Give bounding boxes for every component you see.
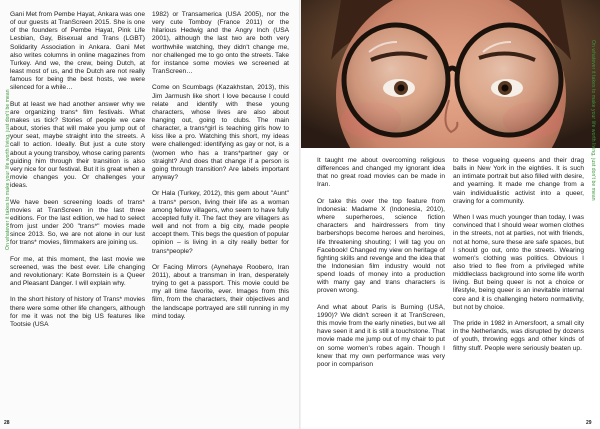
paragraph: Or Facing Mirrors (Aynehaye Roobero, Iran 2011), about a transman in Iran, desperately trying to get a passport. This movie could be my all time favorite, ever. Images from this film, from the characters, their objectives and the landscape portrayed are still running in my mind today. xyxy=(152,263,289,320)
paragraph: Gani Met from Pembe Hayat, Ankara was one of our guests at TranScreen 2015. She is one of the founders of Pembe Hayat, Pink Life Lesbian, Gay, Bisexual and Trans (LGBT) Solidarity Association in Ankara. Gani Met also writes columns in online magazines from Turkey. And we, the crew, being Dutch, at least most of us, and the Dutch are not really famous for being the best hosts, we were silenced for a while… xyxy=(10,11,145,92)
paragraph: to these vogueing queens and their drag balls in New York in the eighties. It is such an intimate portrait but also filled with desire, and yearning. It made me change from a vain individualistic activist into a queer, craving for a community. xyxy=(453,157,584,205)
paragraph: 1982) or Transamerica (USA 2005), nor the very cute Tomboy (France 2011) or the hilarious Hedwig and the Angry Inch (USA 2001), although the last two are both very worthwhile watching, they didn't change me, nor challenged me to go onto the streets. Take for instance some movies we screened at TranScreen… xyxy=(152,11,289,76)
paragraph: Or take this over the top feature from Indonesia: Madame X (Indonesia, 2010), where superheroes, science fiction characters and hairdressers from tiny barbershops become heroes and heroines, life threatening shouting; I will tag you on Facebook! Changed my view on heritage of fighting skills and revenge and the idea that the Indonesian film industry would not spend loads of money into a production with many gay and trans characters is proven wrong. xyxy=(317,197,445,295)
side-running-text-right: On whatever it takes to make your life worth living, just don't be mean xyxy=(590,40,596,201)
woman-with-large-round-glasses-photo xyxy=(301,0,600,148)
paragraph: In the short history of history of Trans* movies there were some other life changers, although for me it was not the big US features like Tootsie (USA xyxy=(10,296,145,328)
paragraph: We have been screening loads of trans* movies at TranScreen in the last three editions. For the last edition, we had to select from just under 200 "trans*" movies made since 2013. So, we are not alone in our lust for trans* movies, filmmakers are joining us. xyxy=(10,198,145,247)
side-running-text-left: On whatever it takes to make your life worth living, just don't be mean xyxy=(5,89,11,250)
paragraph: And what about Paris is Burning (USA, 1990)? We didn't screen it at TranScreen, this movie from the early nineties, but we all have seen it and it is still a touchstone. That movie made me jump out of my chair to put on some women's robes again. Though I knew that my own performance was very poor in comparison xyxy=(317,303,445,368)
right-page-column-2 xyxy=(453,157,584,353)
paragraph: When I was much younger than today, I was convinced that I should wear women clothes in the streets, not at parties, not with friends, not at home, sure these are safe spaces, but I should go out, onto the streets. Wearing women's clothing was politics. Obvious I also tried to flee from a privileged white middleclass background into some life worth living. But being queer is not a choice or lifestyle, being queer is an inevitable internal core and it is challenging hetero normativity, but not by choice. xyxy=(453,214,584,311)
paragraph: The pride in 1982 in Amersfoort, a small city in the Netherlands, was disrupted by dozens of youth, throwing eggs and other kinds of filthy stuff. People were seriously beaten up. xyxy=(453,320,584,352)
right-page-column-1 xyxy=(317,157,445,369)
left-page-column-2 xyxy=(152,11,289,321)
paragraph: Come on Scumbags (Kazakhstan, 2013), this Jim Jarmush like short I love because I could relate and identify with these young characters, whose lives are also about hanging out, going to clubs. The main character, a trans*girl is teaching girls how to kiss like a pro. Watching this short, my ideas were challenged: identifying as gay or not, is a (women who has a trans*partner gay or straight? And does that change if a person is going through transition? Are labels important anyway? xyxy=(152,84,289,182)
paragraph: But at least we had another answer why we are organizing trans* film festivals. What makes us tick? Stories of people we care about, stories that will make you jump out of your seat, maybe straight into the streets. A call to action. Ideally. But just a cute story about a young transboy, whose caring parents guiding him through their transition is also very nice for our festival. But it is great when a movie changes you. Or challenges your ideas. xyxy=(10,100,145,190)
page-number-left: 28 xyxy=(4,420,10,426)
photo-illustration xyxy=(301,0,600,148)
paragraph: It taught me about overcoming religious differences and changed my ignorant idea that no great road movies can be made in Iran. xyxy=(317,157,445,189)
page-number-right: 29 xyxy=(586,420,592,426)
paragraph: Or Hala (Turkey, 2012), this gem about "Aunt" a trans* person, living their life as a woman among fellow villagers, who seem to have fully accepted fully it. The fact they are villagers as well and not from a big city, made people accept them. This begs the question of popular opinion – is living in a city really better for trans*people? xyxy=(152,190,289,255)
paragraph: For me, at this moment, the last movie we screened, was the best ever. Life changing and revolutionary: Kate Bornstein is a Queer and Pleasant Danger. I will explain why. xyxy=(10,255,145,288)
left-page-column-1 xyxy=(10,11,145,329)
